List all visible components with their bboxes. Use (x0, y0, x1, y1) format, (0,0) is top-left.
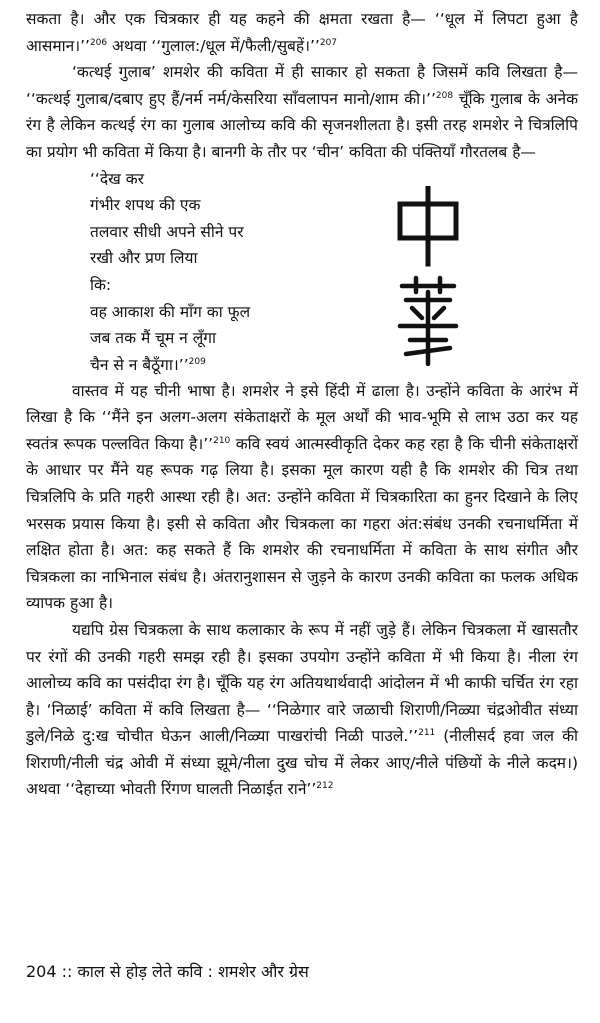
paragraph-4 (26, 617, 578, 803)
page-content (26, 6, 578, 803)
paragraph-1-text: सकता है। और एक चित्रकार ही यह कहने की क्षमता रखता है— ‘‘धूल में लिपटा हुआ है आसमान।’’ (26, 10, 578, 55)
hua-character-icon (400, 278, 456, 364)
footnote-ref-212: 212 (316, 781, 334, 792)
footnote-ref-211: 211 (418, 728, 436, 739)
poem-line: जब तक मैं चूम न लूँगा (90, 329, 216, 348)
poem-line: गंभीर शपथ की एक (90, 196, 201, 215)
paragraph-2 (26, 59, 578, 165)
paragraph-4-translation: (नीलीसर्द हवा जल की शिराणी/नीली चंद्र ओवी में संध्या झूमे/नीला दुख चोच में लेकर आए/नीले पंछियों के नीले कदम।) अथवा ‘‘देहाच्या भोवती रिंगण घालती निळाईत राने’’ (26, 727, 578, 799)
paragraph-1-quote: अथवा ‘‘गुलाल:/धूल में/फैली/सुबहें।’’ (107, 36, 320, 55)
poem-line-last (90, 352, 250, 379)
footnote-ref-208: 208 (435, 90, 454, 101)
poem-line: तलवार सीधी अपने सीने पर (90, 222, 244, 241)
poem-line: कि: (90, 275, 112, 294)
paragraph-3-text: वास्तव में यह चीनी भाषा है। शमशेर ने इसे हिंदी में ढाला है। उन्होंने कविता के आरंभ में लिखा है कि ‘‘मैंने इन अलग-अलग संकेताक्षरों के मूल अर्थों की भाव-भूमि से लाभ उठा कर यह स्वतंत्र रूपक पल्लवित किया है।’’ (26, 381, 578, 453)
footnote-ref-209: 209 (188, 356, 206, 367)
poem-last-text: चैन से न बैठूँगा।’’ (90, 355, 189, 374)
footnote-ref-207: 207 (319, 37, 338, 48)
paragraph-1 (26, 6, 578, 59)
poem-line: रखी और प्रण लिया (90, 249, 198, 268)
footnote-ref-206: 206 (89, 37, 108, 48)
chinese-characters-image (392, 186, 472, 366)
zhong-character-icon (400, 188, 456, 264)
paragraph-4-text: यद्यपि ग्रेस चित्रकला के साथ कलाकार के रूप में नहीं जुड़े हैं। लेकिन चित्रकला में खासतौर पर रंगों की उनकी गहरी समझ रही है। इसका उपयोग उन्होंने कविता में भी किया है। नीला रंग आलोच्य कवि का पसंदीदा रंग है। चूँकि यह रंग अतियथार्थवादी आंदोलन में भी काफी चर्चित रंग रहा है। ‘निळाई’ कविता में कवि लिखता है— ‘‘निळेगार वारे जळाची शिराणी/निळ्या चंद्रओवीत संध्या डुले/निळे दु:ख चोचीत घेऊन आली/निळ्या पाखरांची निळी पाउले.’’ (26, 620, 578, 746)
paragraph-3-rest: कवि स्वयं आत्मस्वीकृति देकर कह रहा है कि चीनी संकेताक्षरों के आधार पर मैंने यह रूपक गढ़ लिया है। इसका मूल कारण यही है कि शमशेर की चित्र तथा चित्रलिपि के प्रति गहरी आस्था रही है। अत: उन्होंने कविता में चित्रकारिता का हुनर दिखाने के लिए भरसक प्रयास किया है। इसी से कविता और चित्रकला का गहरा अंत:संबंध उनकी रचनाधर्मिता में लक्षित होता है। अत: कह सकते हैं कि शमशेर की रचनाधर्मिता में कविता के साथ संगीत और चित्रकला का नाभिनाल संबंध है। अंतरानुशासन से जुड़ने के कारण उनकी कविता का फलक अधिक व्यापक हुआ है। (26, 434, 579, 613)
poem (90, 166, 250, 379)
poem-block (26, 166, 578, 378)
page-footer: 204 :: काल से होड़ लेते कवि : शमशेर और ग्रेस (26, 962, 309, 981)
poem-line: वह आकाश की माँग का फूल (90, 302, 251, 321)
paragraph-2-rest: चूँकि गुलाब के अनेक रंग है लेकिन कत्थई रंग का गुलाब आलोच्य कवि की सृजनशीलता है। इसी तरह शमशेर ने चित्रलिपि का प्रयोग भी कविता में किया है। बानगी के तौर पर ‘चीन’ कविता की पंक्तियाँ गौरतलब है— (26, 89, 579, 161)
paragraph-3 (26, 378, 578, 617)
poem-line: ‘‘देख कर (90, 169, 144, 188)
paragraph-2-text: ‘कत्थई गुलाब’ शमशेर की कविता में ही साकार हो सकता है जिसमें कवि लिखता है— ‘‘कत्थई गुलाब/दबाए हुए हैं/नर्म नर्म/केसरिया साँवलापन मानो/शाम की।’’ (26, 63, 578, 108)
footnote-ref-210: 210 (213, 435, 231, 446)
